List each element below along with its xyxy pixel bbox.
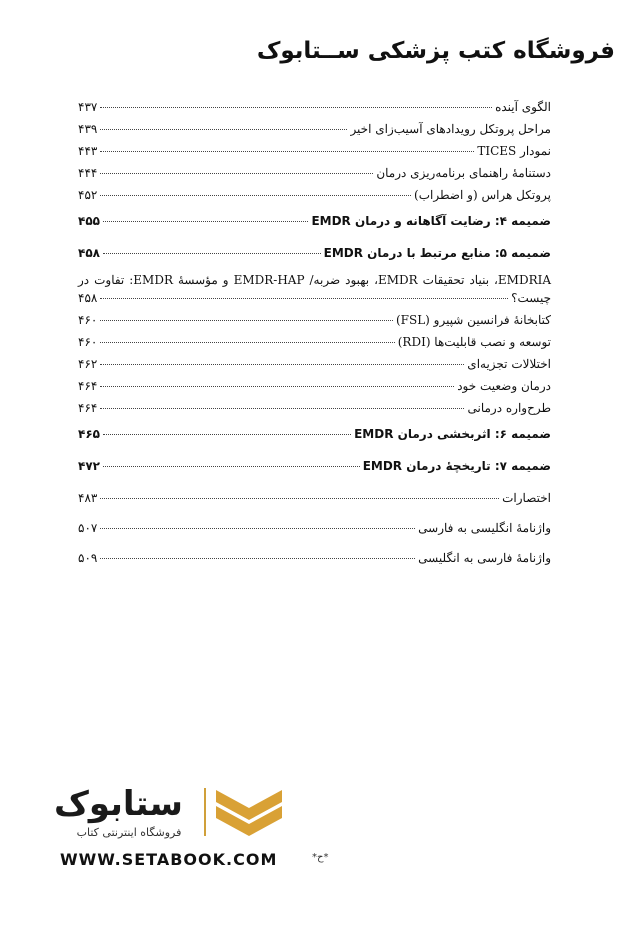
toc-item-label: الگوی آینده (495, 100, 551, 114)
toc-leader (103, 434, 351, 435)
toc-leader (100, 173, 373, 174)
toc-leader (100, 342, 394, 343)
toc-item-label: اختصارات (502, 491, 551, 505)
toc-item-page: ۴۳۹ (78, 122, 98, 136)
toc-item-page: ۴۴۴ (78, 166, 98, 180)
toc-item[interactable] (78, 144, 551, 166)
toc-section-label: ضمیمه ۴: رضایت آگاهانه و درمان EMDR (311, 214, 551, 228)
toc-leader (103, 466, 360, 467)
toc-leader (100, 129, 347, 130)
toc-section-label: ضمیمه ۷: تاریخچهٔ درمان EMDR (362, 459, 551, 473)
toc-item-page: ۴۶۲ (78, 357, 98, 371)
book-chevron-icon (214, 786, 284, 838)
toc-item-page: ۴۴۳ (78, 144, 98, 158)
toc-item-page: ۵۰۹ (78, 551, 98, 565)
toc-item[interactable] (78, 122, 551, 144)
toc-item-label: درمان وضعیت خود (457, 379, 551, 393)
toc-item-page: ۴۶۰ (78, 335, 98, 349)
logo-wordmark: ستابوک (54, 784, 183, 824)
toc-item-label: طرح‌واره درمانی (467, 401, 551, 415)
toc-leader (100, 298, 508, 299)
toc-section-label: ضمیمه ۵: منابع مرتبط با درمان EMDR (323, 246, 551, 260)
toc-item-page: ۴۵۸ (78, 291, 98, 305)
table-of-contents (78, 100, 551, 573)
toc-item[interactable] (78, 357, 551, 379)
toc-item[interactable] (78, 401, 551, 423)
store-url[interactable]: WWW.SETABOOK.COM (60, 850, 278, 869)
toc-section-page: ۴۵۸ (78, 246, 100, 260)
toc-item[interactable] (78, 379, 551, 401)
toc-item[interactable] (78, 335, 551, 357)
toc-leader (100, 320, 393, 321)
logo-divider (204, 788, 206, 836)
toc-item-label: کتابخانهٔ فرانسین شپیرو (FSL) (395, 313, 551, 327)
toc-item[interactable] (78, 551, 551, 573)
page-number: *ح* (312, 852, 329, 863)
toc-item-label: چیست؟ (511, 291, 551, 305)
logo-tagline: فروشگاه اینترنتی کتاب (76, 826, 182, 839)
toc-item[interactable] (78, 166, 551, 188)
toc-item-page: ۴۶۰ (78, 313, 98, 327)
toc-leader (100, 107, 492, 108)
toc-leader (100, 151, 474, 152)
toc-leader (100, 498, 499, 499)
toc-section-appendix-7[interactable] (78, 459, 551, 483)
toc-section-page: ۴۵۵ (78, 214, 100, 228)
toc-item-label: دستنامهٔ راهنمای برنامه‌ریزی درمان (376, 166, 551, 180)
toc-leader (100, 558, 415, 559)
toc-item-label: نمودار TICES (477, 144, 551, 158)
toc-item[interactable] (78, 491, 551, 513)
toc-item-label: اختلالات تجزیه‌ای (467, 357, 551, 371)
toc-item[interactable] (78, 100, 551, 122)
toc-item[interactable] (78, 521, 551, 543)
toc-item[interactable] (78, 313, 551, 335)
toc-item-page: ۴۵۲ (78, 188, 98, 202)
toc-item-page: ۴۶۴ (78, 379, 98, 393)
toc-multiline-item[interactable]: EMDRIA، بنیاد تحقیقات EMDR، بهبود ضربه/ EMDR-HAP و مؤسسهٔ EMDR: تفاوت در (78, 273, 552, 287)
toc-leader (103, 253, 321, 254)
toc-section-page: ۴۶۵ (78, 427, 100, 441)
toc-item-label: توسعه و نصب قابلیت‌ها (RDI) (397, 335, 551, 349)
toc-item[interactable] (78, 291, 551, 313)
toc-section-appendix-6[interactable] (78, 427, 551, 451)
toc-item-label: واژنامهٔ انگلیسی به فارسی (418, 521, 551, 535)
store-title: فروشگاه کتب پزشکی ســتابوک (256, 38, 615, 64)
toc-leader (100, 528, 415, 529)
toc-item-page: ۵۰۷ (78, 521, 98, 535)
toc-item-label: پروتکل هراس (و اضطراب) (414, 188, 551, 202)
toc-section-appendix-4[interactable] (78, 214, 551, 238)
toc-item-page: ۴۳۷ (78, 100, 98, 114)
toc-section-label: ضمیمه ۶: اثربخشی درمان EMDR (354, 427, 551, 441)
toc-leader (100, 408, 464, 409)
toc-item-page: ۴۶۴ (78, 401, 98, 415)
toc-leader (100, 364, 464, 365)
toc-item-label: مراحل پروتکل رویدادهای آسیب‌زای اخیر (350, 122, 551, 136)
toc-item[interactable] (78, 188, 551, 210)
toc-section-page: ۴۷۲ (78, 459, 100, 473)
toc-leader (103, 221, 308, 222)
toc-section-appendix-5[interactable] (78, 246, 551, 270)
toc-item-label: واژنامهٔ فارسی به انگلیسی (418, 551, 551, 565)
toc-leader (100, 195, 411, 196)
toc-leader (100, 386, 454, 387)
toc-item-page: ۴۸۳ (78, 491, 98, 505)
